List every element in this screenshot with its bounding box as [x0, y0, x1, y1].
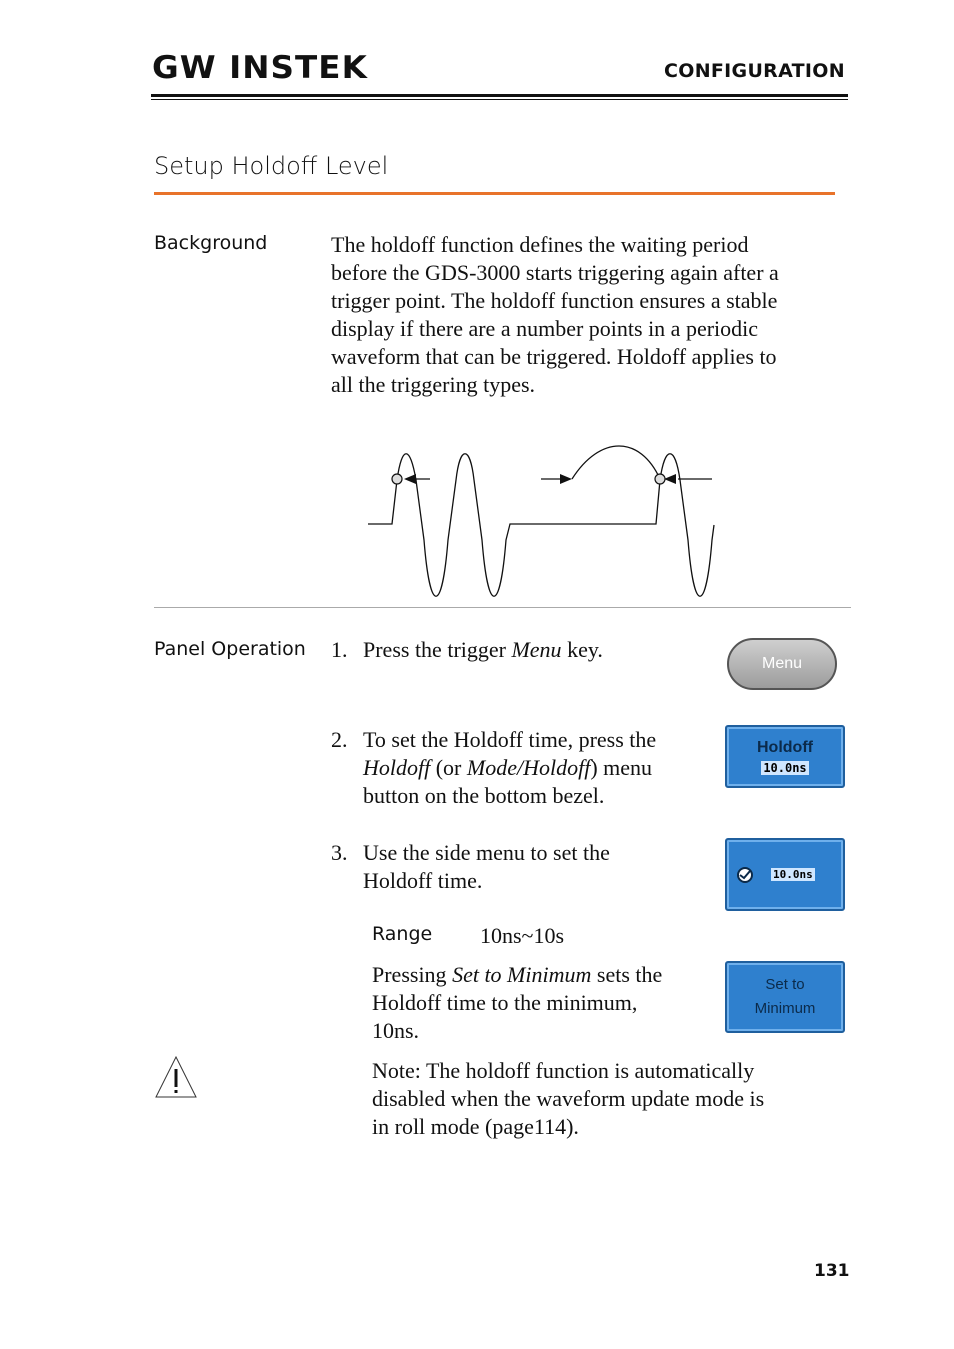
trigger-point-1 [392, 474, 402, 484]
background-line: waveform that can be triggered. Holdoff applies to [331, 344, 777, 369]
step-2-number: 2. [331, 727, 348, 752]
holdoff-button[interactable] [725, 725, 845, 788]
step-3-line: Holdoff time. [363, 868, 483, 893]
set-minimum-em: Set to Minimum [452, 962, 592, 987]
note-line: in roll mode (page114). [372, 1114, 579, 1139]
background-line: before the GDS-3000 starts triggering again after a [331, 260, 779, 285]
header-rule-thin [151, 99, 848, 100]
set-to-minimum-line2: Minimum [754, 1000, 816, 1017]
title-underline [154, 192, 835, 195]
panel-operation-label: Panel Operation [154, 638, 306, 660]
set-minimum-text [372, 961, 662, 1045]
set-minimum-post: sets the [591, 962, 663, 987]
note-line: disabled when the waveform update mode is [372, 1086, 765, 1111]
menu-button[interactable]: Menu [727, 638, 837, 690]
section-label: CONFIGURATION [664, 60, 845, 82]
step-3-number: 3. [331, 840, 348, 865]
set-to-minimum-button[interactable] [725, 961, 845, 1033]
note-line: Note: The holdoff function is automatically [372, 1058, 755, 1083]
step-2-line: button on the bottom bezel. [363, 783, 605, 808]
set-minimum-line [372, 961, 662, 989]
step-2-text [363, 726, 656, 810]
variable-knob-icon [735, 865, 755, 885]
arrow-right-head [664, 474, 676, 484]
range-label: Range [372, 923, 433, 945]
step-1-number: 1. [331, 637, 348, 662]
step-2-holdoff: Holdoff [363, 755, 431, 780]
page-number: 131 [814, 1261, 850, 1281]
set-to-minimum-line1: Set to [765, 976, 805, 993]
step-2-line [363, 754, 656, 782]
arrow-left-head [404, 474, 416, 484]
side-menu-value: 10.0ns [773, 868, 813, 881]
step-1-post: key. [561, 637, 603, 662]
background-line: display if there are a number points in a periodic [331, 316, 759, 341]
set-minimum-pre: Pressing [372, 962, 453, 987]
arrow-center-head [560, 474, 572, 484]
background-text [331, 231, 779, 399]
step-2-post: ) menu [590, 755, 653, 780]
step-1-text [363, 636, 603, 664]
holdoff-side-menu-button[interactable] [725, 838, 845, 911]
section-divider [154, 607, 851, 608]
brand-logo: GW INSTEK [152, 50, 368, 86]
step-1-key: Menu [511, 637, 562, 662]
page-title: Setup Holdoff Level [154, 152, 389, 180]
step-3-text [363, 839, 610, 895]
header-rule [151, 94, 848, 97]
set-minimum-line: 10ns. [372, 1018, 420, 1043]
holdoff-arc [572, 446, 660, 479]
warning-icon [154, 1055, 198, 1099]
holdoff-waveform-diagram [360, 440, 730, 610]
step-2-mode-holdoff: Mode/Holdoff [466, 755, 591, 780]
step-2-line: To set the Holdoff time, press the [363, 727, 657, 752]
background-line: all the triggering types. [331, 372, 536, 397]
set-minimum-line: Holdoff time to the minimum, [372, 990, 638, 1015]
trigger-point-2 [655, 474, 665, 484]
step-2-mid: (or [430, 755, 467, 780]
note-text [372, 1057, 764, 1141]
holdoff-button-title: Holdoff [757, 738, 813, 756]
background-line: The holdoff function defines the waiting period [331, 232, 749, 257]
step-3-line: Use the side menu to set the [363, 840, 610, 865]
step-1-pre: Press the trigger [363, 637, 512, 662]
holdoff-button-value: 10.0ns [763, 760, 807, 775]
range-value: 10ns~10s [480, 923, 565, 948]
background-line: trigger point. The holdoff function ensures a stable [331, 288, 778, 313]
background-label: Background [154, 232, 268, 254]
